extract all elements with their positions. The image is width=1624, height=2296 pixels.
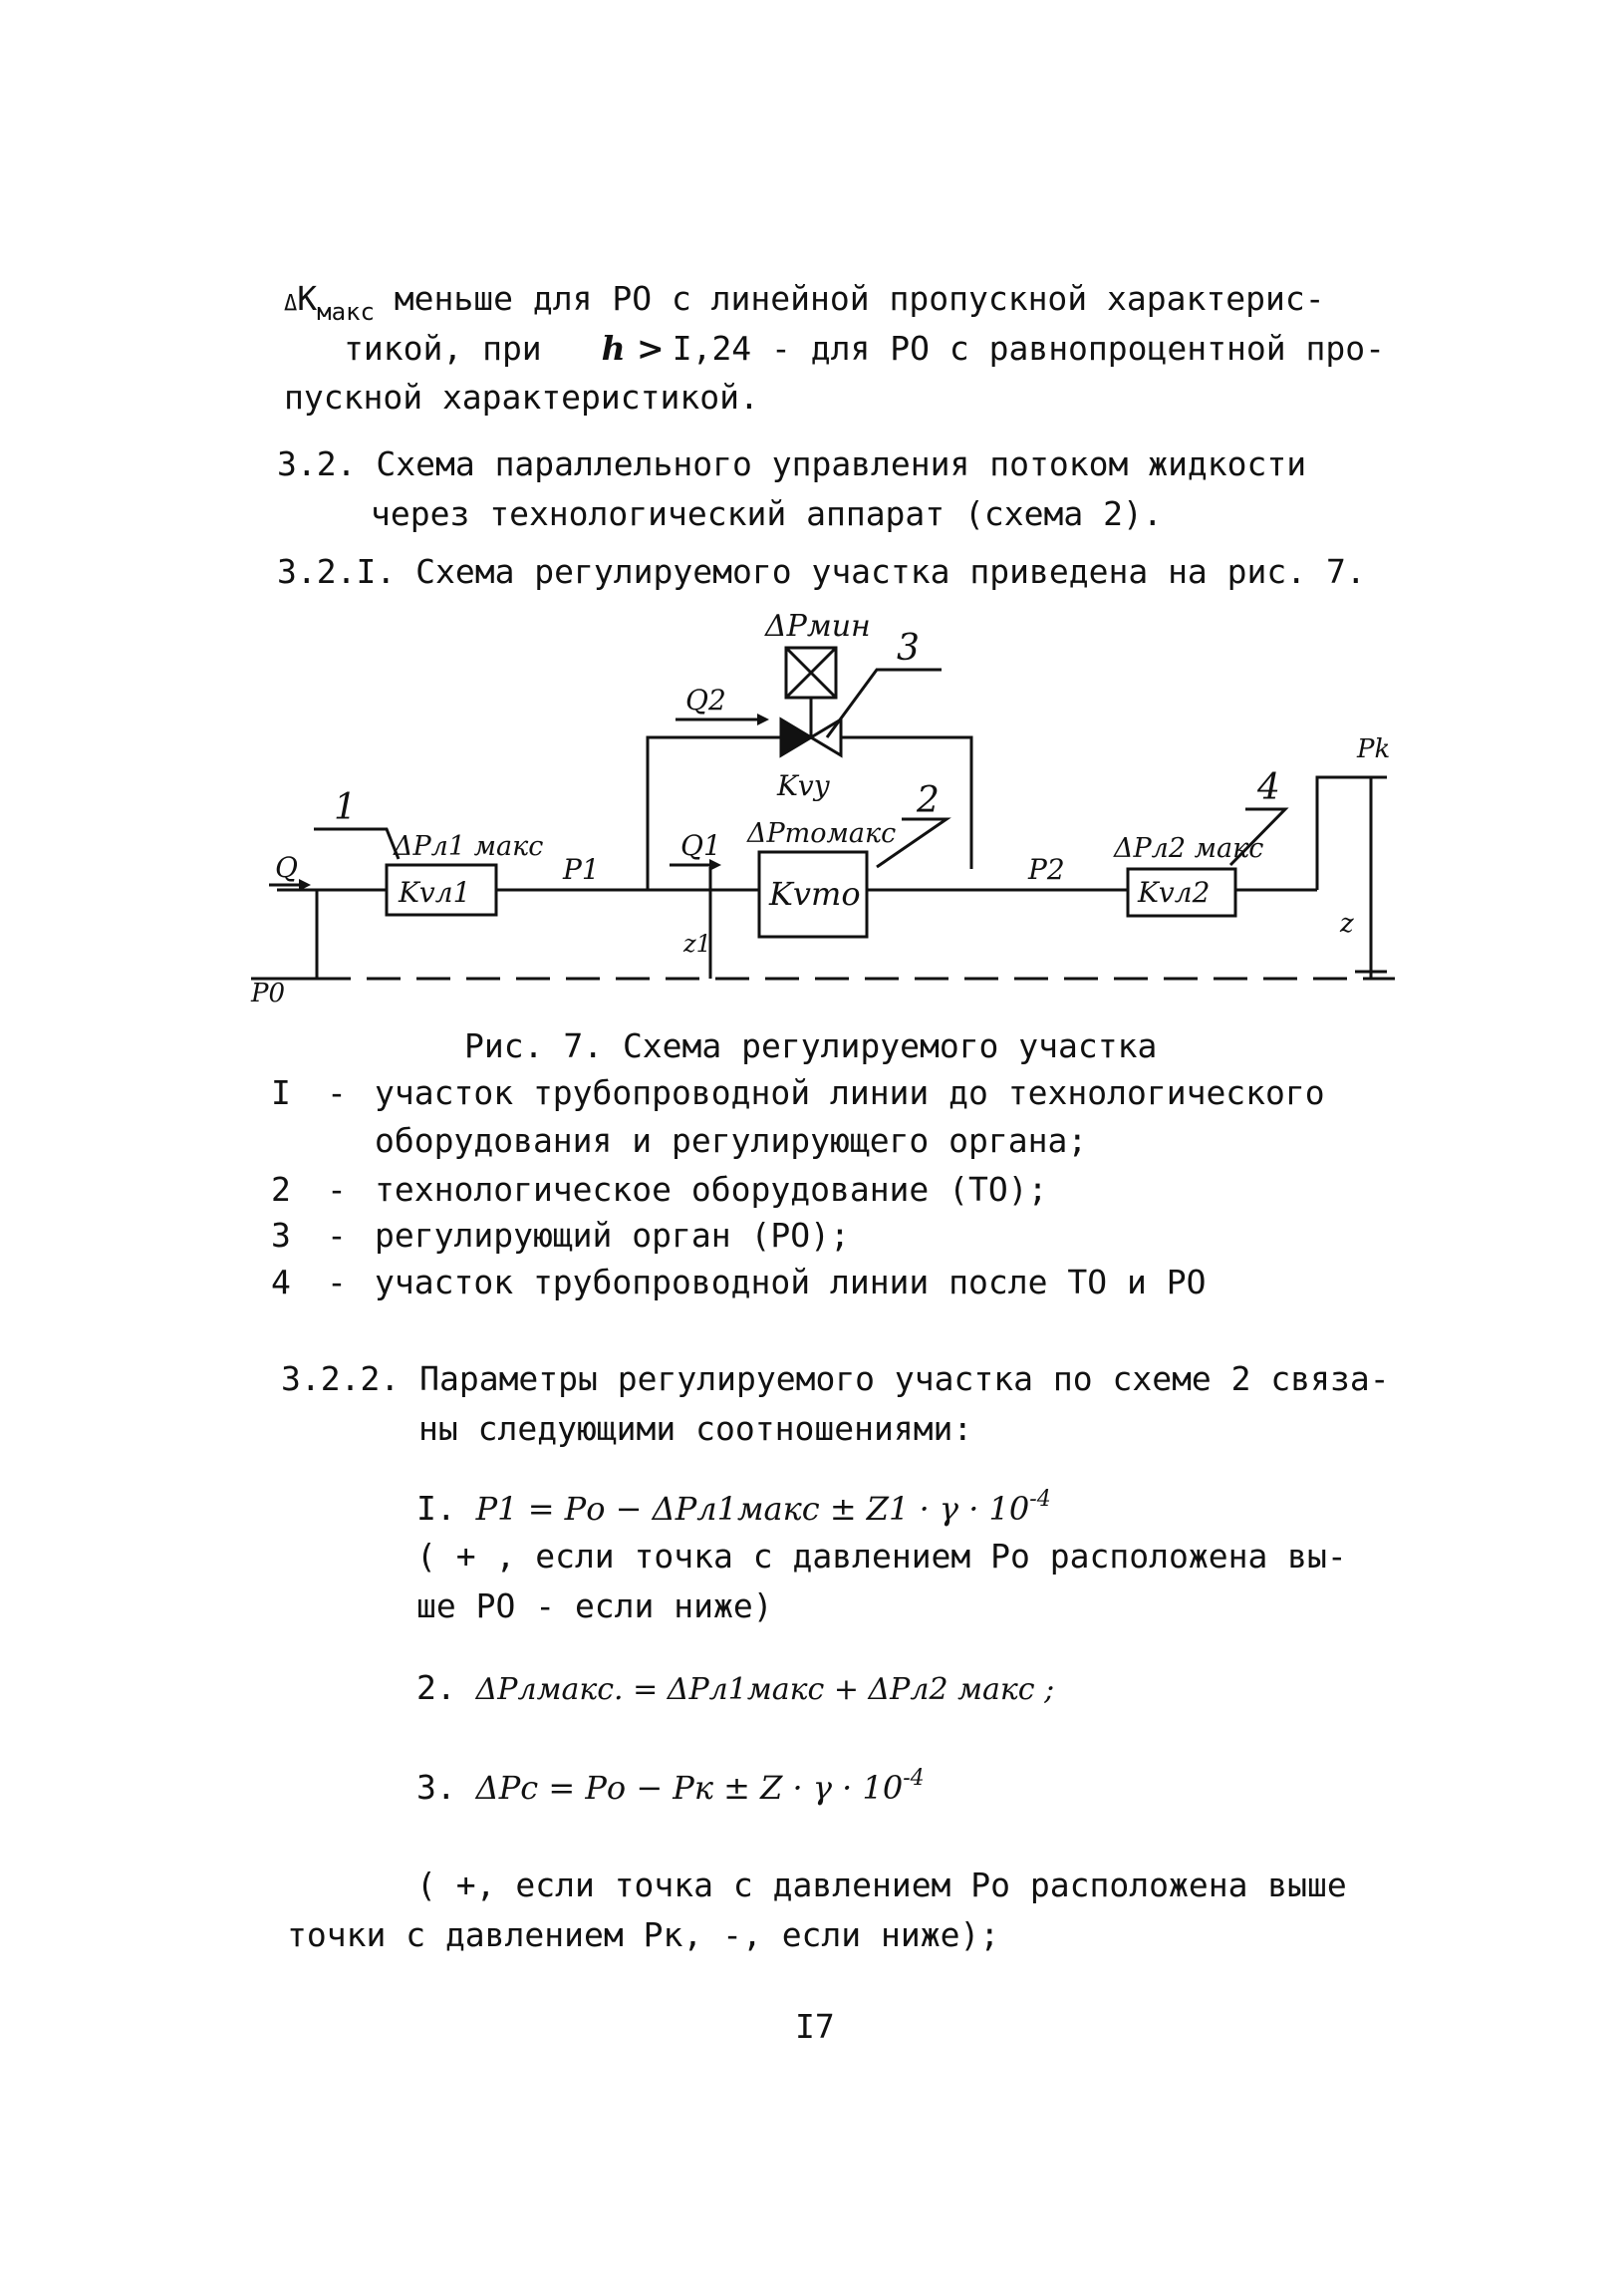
formula-3-expression: ΔPс = Pо − Pк ± Z · γ · 10 xyxy=(475,1769,904,1807)
label-p1: P1 xyxy=(563,853,600,886)
section-number: 3.2.I. xyxy=(277,552,397,591)
label-1: 1 xyxy=(334,787,357,828)
label-p0: P0 xyxy=(251,979,286,1008)
legend-item-1-line-2: оборудования и регулирующего органа; xyxy=(375,1121,1088,1160)
section-title: Схема параллельного управления потоком жидкости xyxy=(376,444,1307,483)
label-z1: z1 xyxy=(683,930,711,958)
page-number: I7 xyxy=(795,2007,835,2046)
legend-item-2 xyxy=(271,1168,1048,1212)
formula-1 xyxy=(416,1487,1051,1536)
paragraph-line-1-text: меньше для РО с линейной пропускной характерис- xyxy=(394,279,1325,318)
label-z: z xyxy=(1340,909,1354,939)
label-kvu: Kvy xyxy=(777,769,830,802)
formula-1-note-line-2: ше РО - если ниже) xyxy=(416,1586,773,1625)
label-4: 4 xyxy=(1257,767,1280,808)
formula-1-exponent: -4 xyxy=(1029,1487,1051,1512)
formula-3-note-line-2: точки с давлением Рк, -, если ниже); xyxy=(287,1915,1000,1954)
section-text: Схема регулируемого участка приведена на рис. 7. xyxy=(415,552,1366,591)
label-pk: Pk xyxy=(1357,734,1391,764)
legend-item-3 xyxy=(271,1214,850,1258)
label-q2: Q2 xyxy=(685,684,726,717)
legend-number: 2 xyxy=(271,1170,291,1209)
section-text: Параметры регулируемого участка по схеме 2 связа- xyxy=(419,1359,1390,1398)
legend-dash: - xyxy=(327,1263,347,1301)
label-p2: P2 xyxy=(1028,853,1065,886)
formula-number: I. xyxy=(416,1489,456,1528)
formula-2 xyxy=(416,1666,1054,1712)
legend-text: участок трубопроводной линии после ТО и РО xyxy=(375,1263,1207,1301)
pipe-riser xyxy=(1317,777,1370,890)
legend-dash: - xyxy=(327,1170,347,1209)
legend-text: регулирующий орган (РО); xyxy=(375,1216,850,1255)
legend-number: 4 xyxy=(271,1263,291,1301)
formula-3-exponent: -4 xyxy=(903,1766,925,1791)
paragraph-line-2b: I,24 - для РО с равнопроцентной про- xyxy=(672,329,1385,368)
leader-3 xyxy=(827,670,942,737)
regulated-section-diagram xyxy=(0,0,1624,1016)
legend-item-4 xyxy=(271,1261,1206,1304)
formula-3 xyxy=(416,1766,925,1815)
label-3: 3 xyxy=(897,628,920,669)
formula-1-expression: P1 = Pо − ΔPл1макс ± Z1 · γ · 10 xyxy=(475,1490,1030,1528)
legend-number: 3 xyxy=(271,1216,291,1255)
label-kvl2: Kvл2 xyxy=(1138,876,1211,909)
k-subscript: макс xyxy=(317,298,375,326)
leader-1 xyxy=(314,829,399,859)
delta-symbol: Δ xyxy=(284,291,298,316)
formula-1-note-line-1: ( + , если точка с давлением Ро расположена вы- xyxy=(416,1537,1347,1576)
legend-text: участок трубопроводной линии до технологического xyxy=(375,1073,1325,1112)
label-dp-l1: ΔPл1 макс xyxy=(394,831,544,862)
h-symbol: h > xyxy=(601,329,665,368)
label-dp-to: ΔPтомакс xyxy=(747,818,897,849)
formula-number: 2. xyxy=(416,1668,456,1707)
paragraph-line-2a: тикой, при xyxy=(344,329,542,368)
label-q: Q xyxy=(275,851,298,884)
section-3-2-2 xyxy=(281,1357,1390,1401)
label-kvto: Kvто xyxy=(769,875,861,913)
legend-dash: - xyxy=(327,1216,347,1255)
valve-left xyxy=(781,719,811,755)
legend-number: I xyxy=(271,1073,291,1112)
legend-dash: - xyxy=(327,1073,347,1112)
section-number: 3.2.2. xyxy=(281,1359,401,1398)
legend-text: технологическое оборудование (ТО); xyxy=(375,1170,1048,1209)
section-3-2-2-line-2: ны следующими соотношениями: xyxy=(418,1409,973,1448)
paragraph-line-3: пускной характеристикой. xyxy=(284,378,759,417)
label-dp-l2: ΔPл2 макс xyxy=(1114,833,1264,864)
section-number: 3.2. xyxy=(277,444,357,483)
formula-3-note-line-1: ( +, если точка с давлением Ро расположена выше xyxy=(416,1866,1347,1904)
figure-caption: Рис. 7. Схема регулируемого участка xyxy=(464,1026,1158,1065)
label-2: 2 xyxy=(917,780,940,821)
label-dp-min: ΔPмин xyxy=(765,609,871,644)
section-3-2-heading-line-2: через технологический аппарат (схема 2). xyxy=(371,494,1163,533)
formula-number: 3. xyxy=(416,1768,456,1807)
k-symbol: K xyxy=(297,279,318,318)
formula-2-expression: ΔPлмакс. = ΔPл1макс + ΔPл2 макс ; xyxy=(475,1672,1055,1707)
legend-item-1 xyxy=(271,1071,1325,1115)
label-kvl1: Kvл1 xyxy=(399,876,471,909)
label-q1: Q1 xyxy=(680,829,721,862)
